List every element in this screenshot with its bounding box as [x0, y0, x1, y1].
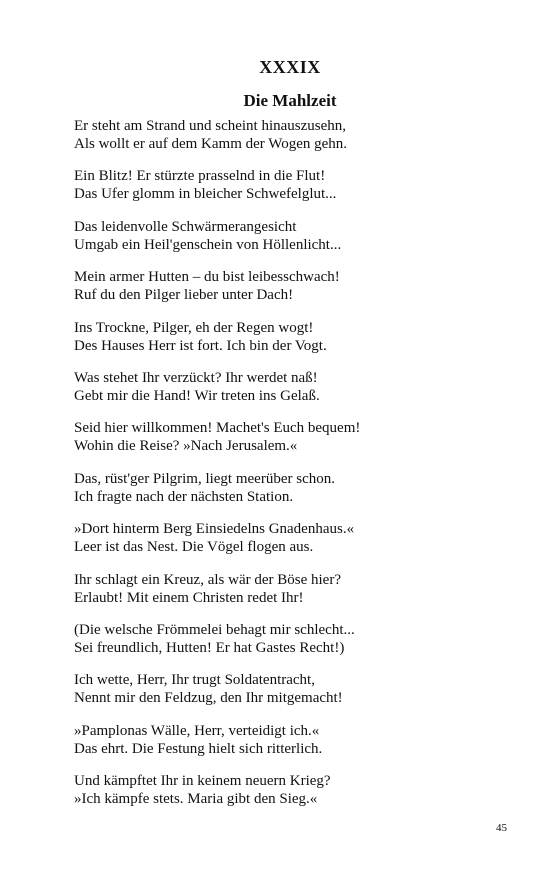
verse-line: Das leidenvolle Schwärmerangesicht: [74, 218, 297, 235]
stanza: [74, 772, 514, 808]
verse-line: Das ehrt. Die Festung hielt sich ritterlich.: [74, 740, 323, 757]
verse-line: »Pamplonas Wälle, Herr, verteidigt ich.«: [74, 722, 320, 739]
verse-line: Das Ufer glomm in bleicher Schwefelglut...: [74, 186, 337, 203]
verse-line: Ich wette, Herr, Ihr trugt Soldatentracht,: [74, 672, 315, 689]
stanza: [74, 722, 514, 758]
verse-line: Ruf du den Pilger lieber unter Dach!: [74, 287, 294, 304]
stanza: [74, 419, 514, 455]
verse-line: Sei freundlich, Hutten! Er hat Gastes Recht!): [74, 639, 345, 656]
stanza: [74, 319, 514, 355]
chapter-numeral: XXXIX: [259, 57, 321, 77]
stanza: [74, 117, 514, 153]
page-number: 45: [496, 822, 507, 834]
stanza: [74, 218, 514, 254]
stanza: [74, 470, 514, 506]
verse-line: Er steht am Strand und scheint hinauszusehn,: [74, 118, 347, 134]
verse-line: Was stehet Ihr verzückt? Ihr werdet naß!: [74, 369, 318, 386]
verse-line: Erlaubt! Mit einem Christen redet Ihr!: [74, 589, 304, 606]
verse-line: Mein armer Hutten – du bist leibesschwach!: [74, 269, 340, 286]
verse-line: Ein Blitz! Er stürzte prasselnd in die Flut!: [74, 168, 326, 185]
verse-line: Umgab ein Heil'genschein von Höllenlicht...: [74, 236, 342, 253]
stanza: [74, 571, 514, 607]
stanza: [74, 621, 514, 657]
verse-line: Wohin die Reise? »Nach Jerusalem.«: [74, 438, 298, 455]
stanza: [74, 520, 514, 556]
verse-line: Als wollt er auf dem Kamm der Wogen gehn.: [74, 136, 348, 152]
verse-line: (Die welsche Frömmelei behagt mir schlecht...: [74, 621, 355, 638]
verse-line: Ihr schlagt ein Kreuz, als wär der Böse hier?: [74, 571, 341, 588]
verse-line: Leer ist das Nest. Die Vögel flogen aus.: [74, 539, 314, 556]
verse-line: Ins Trockne, Pilger, eh der Regen wogt!: [74, 319, 314, 336]
stanza: [74, 369, 514, 405]
verse-line: »Dort hinterm Berg Einsiedelns Gnadenhaus.«: [74, 521, 355, 538]
stanza: [74, 671, 514, 707]
verse-line: Das, rüst'ger Pilgrim, liegt meerüber schon.: [74, 470, 335, 487]
verse-line: Nennt mir den Feldzug, den Ihr mitgemacht!: [74, 690, 343, 707]
poem-body: [74, 117, 514, 822]
verse-line: Des Hauses Herr ist fort. Ich bin der Vogt.: [74, 337, 327, 354]
stanza: [74, 268, 514, 304]
verse-line: Seid hier willkommen! Machet's Euch bequem!: [74, 420, 361, 437]
verse-line: Ich fragte nach der nächsten Station.: [74, 488, 294, 505]
poem-title: Die Mahlzeit: [243, 91, 337, 110]
verse-line: Und kämpftet Ihr in keinem neuern Krieg?: [74, 773, 331, 790]
stanza: [74, 167, 514, 203]
verse-line: »Ich kämpfe stets. Maria gibt den Sieg.«: [74, 791, 318, 808]
verse-line: Gebt mir die Hand! Wir treten ins Gelaß.: [74, 387, 320, 404]
